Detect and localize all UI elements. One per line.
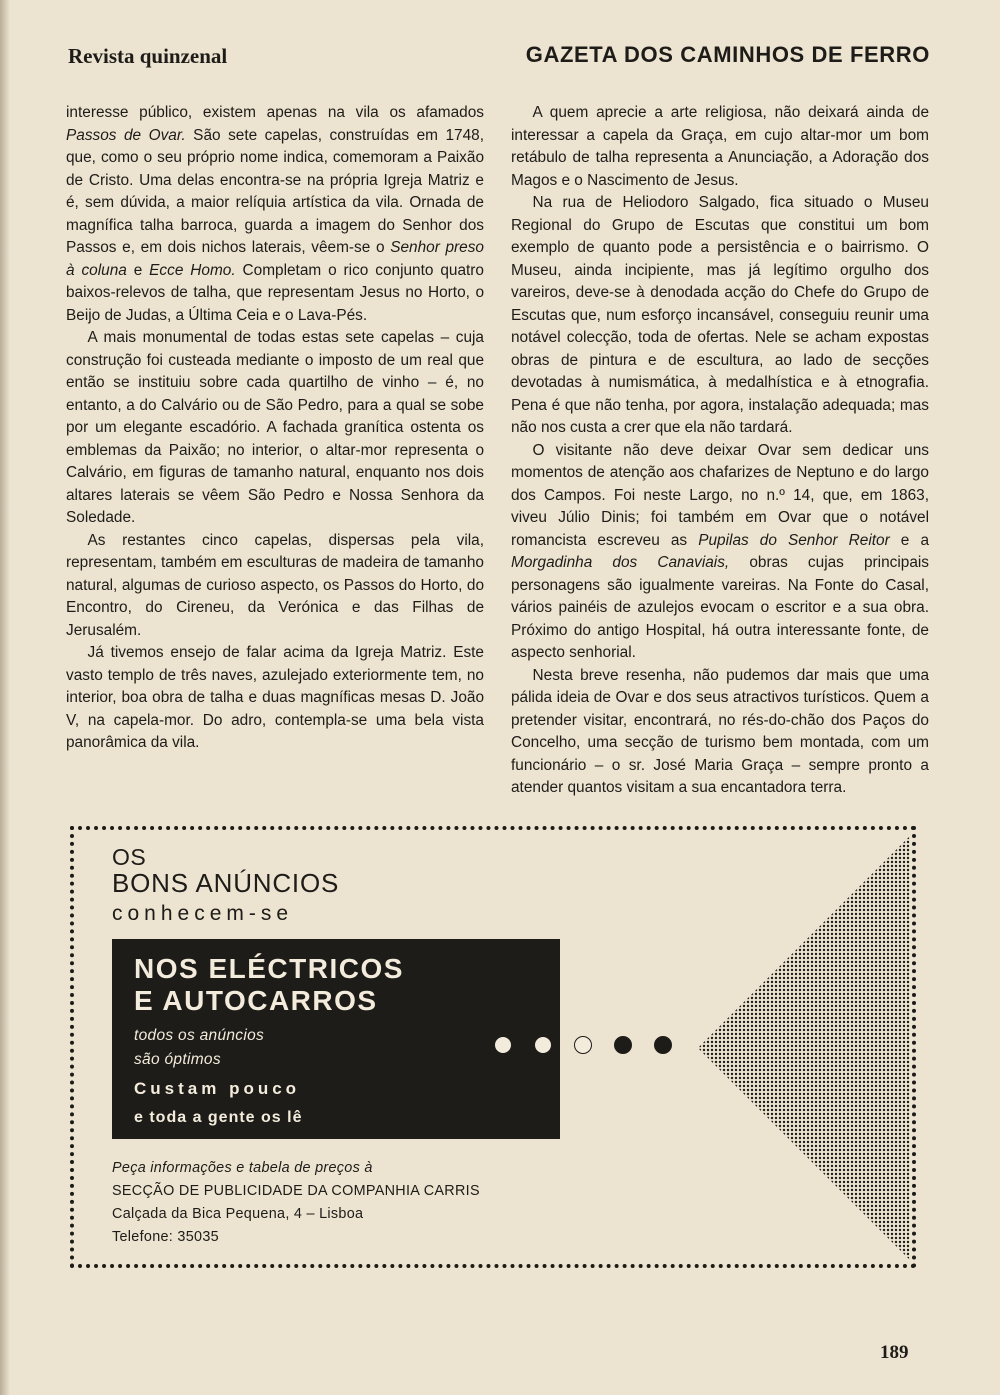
text-run: interesse público, existem apenas na vila os afamados	[66, 104, 484, 121]
dot-icon	[534, 1036, 552, 1054]
ad-contact-lead: Peça informações e tabela de preços à	[112, 1160, 373, 1176]
ad-kicker: OS	[112, 844, 147, 870]
ad-panel-line: são óptimos	[134, 1051, 221, 1068]
ad-contact-block	[112, 1157, 480, 1249]
paragraph: A mais monumental de todas estas sete capelas – cuja construção foi custeada mediante o imposto de um real que então se instituiu sobre cada quartilho de vinho – é, no entanto, a do Calvário ou de São Pedro, para a qual se sobe por um elegante escadório. A fachada granítica ostenta os emblemas da Paixão; no interior, o altar-mor representa o Calvário, em figuras de tamanho natural, enquanto nos dois altares laterais se vêem São Pedro e Nossa Senhora da Soledade.	[66, 329, 484, 526]
paragraph: As restantes cinco capelas, dispersas pela vila, representam, também em esculturas de madeira de tamanho natural, algumas de curioso aspecto, os Passos do Horto, do Encontro, do Cireneu, da Verónica e das Filhas de Jerusalém.	[66, 531, 484, 639]
ad-contact-phone: Telefone: 35035	[112, 1229, 219, 1245]
ad-black-panel	[112, 939, 560, 1139]
paragraph	[511, 440, 929, 665]
dot-icon	[494, 1036, 512, 1054]
text-run: e	[126, 261, 150, 279]
journal-title: GAZETA DOS CAMINHOS DE FERRO	[525, 42, 930, 67]
text-run: e a	[889, 531, 930, 549]
italic-title: Pupilas do Senhor Reitor	[698, 531, 890, 549]
page-gutter-shadow	[0, 0, 10, 1395]
left-column	[66, 102, 484, 755]
dot-icon	[574, 1036, 592, 1054]
paragraph: Já tivemos ensejo de falar acima da Igreja Matriz. Este vasto templo de três naves, azulejado exteriormente tem, no interior, boa obra de talha e duas magníficas mesas D. João V, na capela-mor. Do adro, contempla-se uma bela vista panorâmica da vila.	[66, 644, 484, 751]
italic-title: Senhor preso à coluna	[66, 239, 484, 279]
text-run: São sete capelas, construídas em 1748, que, como o seu próprio nome indica, comemoram a Paixão de Cristo. Uma delas encontra-se na própria Igreja Matriz e é, sem dúvida, a maior relíquia artística da vila. Ornada de magnífica talha barroca, guarda a imagem do Senhor dos Passos e, em dois nichos laterais, vêem-se o	[66, 126, 484, 256]
halftone-triangle-icon	[698, 836, 910, 1260]
ad-contact-address: Calçada da Bica Pequena, 4 – Lisboa	[112, 1206, 364, 1222]
text-run: Completam o rico conjunto quatro baixos-relevos de talha, que representam Jesus no Horto, o Beijo de Judas, a Última Ceia e o Lava-Pés.	[66, 261, 484, 324]
paragraph	[66, 102, 484, 327]
paragraph: Na rua de Heliodoro Salgado, fica situado o Museu Regional do Grupo de Escutas que constitui um bom exemplo de quanto pode a persistência e o bairrismo. O Museu, ainda incipiente, mas já legítimo orgulho dos vareiros, deve-se à denodada acção do Chefe do Grupo de Escutas que, num esforço incansável, conseguiu reunir uma notável colecção, toda de ofertas. Nele se acham expostas obras de pintura e de escultura, ao lado de secções devotadas à numismática, à medalhística e à etnografia. Pena é que não tenha, por agora, instalação adequada; mas não nos custa a crer que ela não tardará.	[511, 194, 929, 436]
running-head	[68, 44, 930, 74]
ad-panel-line: E AUTOCARROS	[134, 985, 378, 1016]
advertisement-box	[70, 826, 916, 1268]
italic-title: Passos de Ovar.	[66, 126, 186, 144]
text-run: O visitante não deve deixar Ovar sem dedicar uns momentos de atenção aos chafarizes de Neptuno e do largo dos Campos. Foi neste Largo, no n.º 14, que, em 1863, viveu Júlio Dinis; foi também em Ovar que o notável romancista escreveu as	[511, 441, 929, 549]
right-column	[511, 102, 929, 800]
italic-title: Ecce Homo.	[149, 261, 236, 279]
journal-frequency: Revista quinzenal	[68, 44, 228, 68]
ad-panel-line: NOS ELÉCTRICOS	[134, 953, 404, 984]
ad-dot-row	[494, 1033, 694, 1057]
ad-panel-line: e toda a gente os lê	[134, 1109, 303, 1126]
italic-title: Morgadinha dos Canaviais,	[511, 554, 730, 571]
ad-headline: BONS ANÚNCIOS	[112, 868, 340, 898]
ad-panel-line: todos os anúncios	[134, 1027, 265, 1044]
dot-icon	[614, 1036, 632, 1054]
ad-panel-line: Custam pouco	[134, 1079, 301, 1098]
text-run: obras cujas principais personagens são igualmente vareiras. Na Fonte do Casal, vários painéis de azulejos evocam o escritor e a sua obra. Próximo do antigo Hospital, há outra interessante fonte, de aspecto senhorial.	[511, 554, 929, 661]
paragraph: Nesta breve resenha, não pudemos dar mais que uma pálida ideia de Ovar e dos seus atractivos turísticos. Quem a pretender visitar, encontrará, no rés-do-chão dos Paços do Concelho, uma secção de turismo bem montada, com um funcionário – o sr. José Maria Graça – sempre pronto a atender quantos visitam a sua encantadora terra.	[511, 666, 929, 796]
paragraph: A quem aprecie a arte religiosa, não deixará ainda de interessar a capela da Graça, em cujo altar-mor um bom retábulo de talha representa a Anunciação, a Adoração dos Magos e o Nascimento de Jesus.	[511, 104, 929, 189]
dot-icon	[654, 1036, 672, 1054]
ad-tagline: conhecem-se	[112, 902, 294, 925]
ad-contact-org: SECÇÃO DE PUBLICIDADE DA COMPANHIA CARRIS	[112, 1183, 480, 1199]
page-number: 189	[880, 1342, 909, 1363]
